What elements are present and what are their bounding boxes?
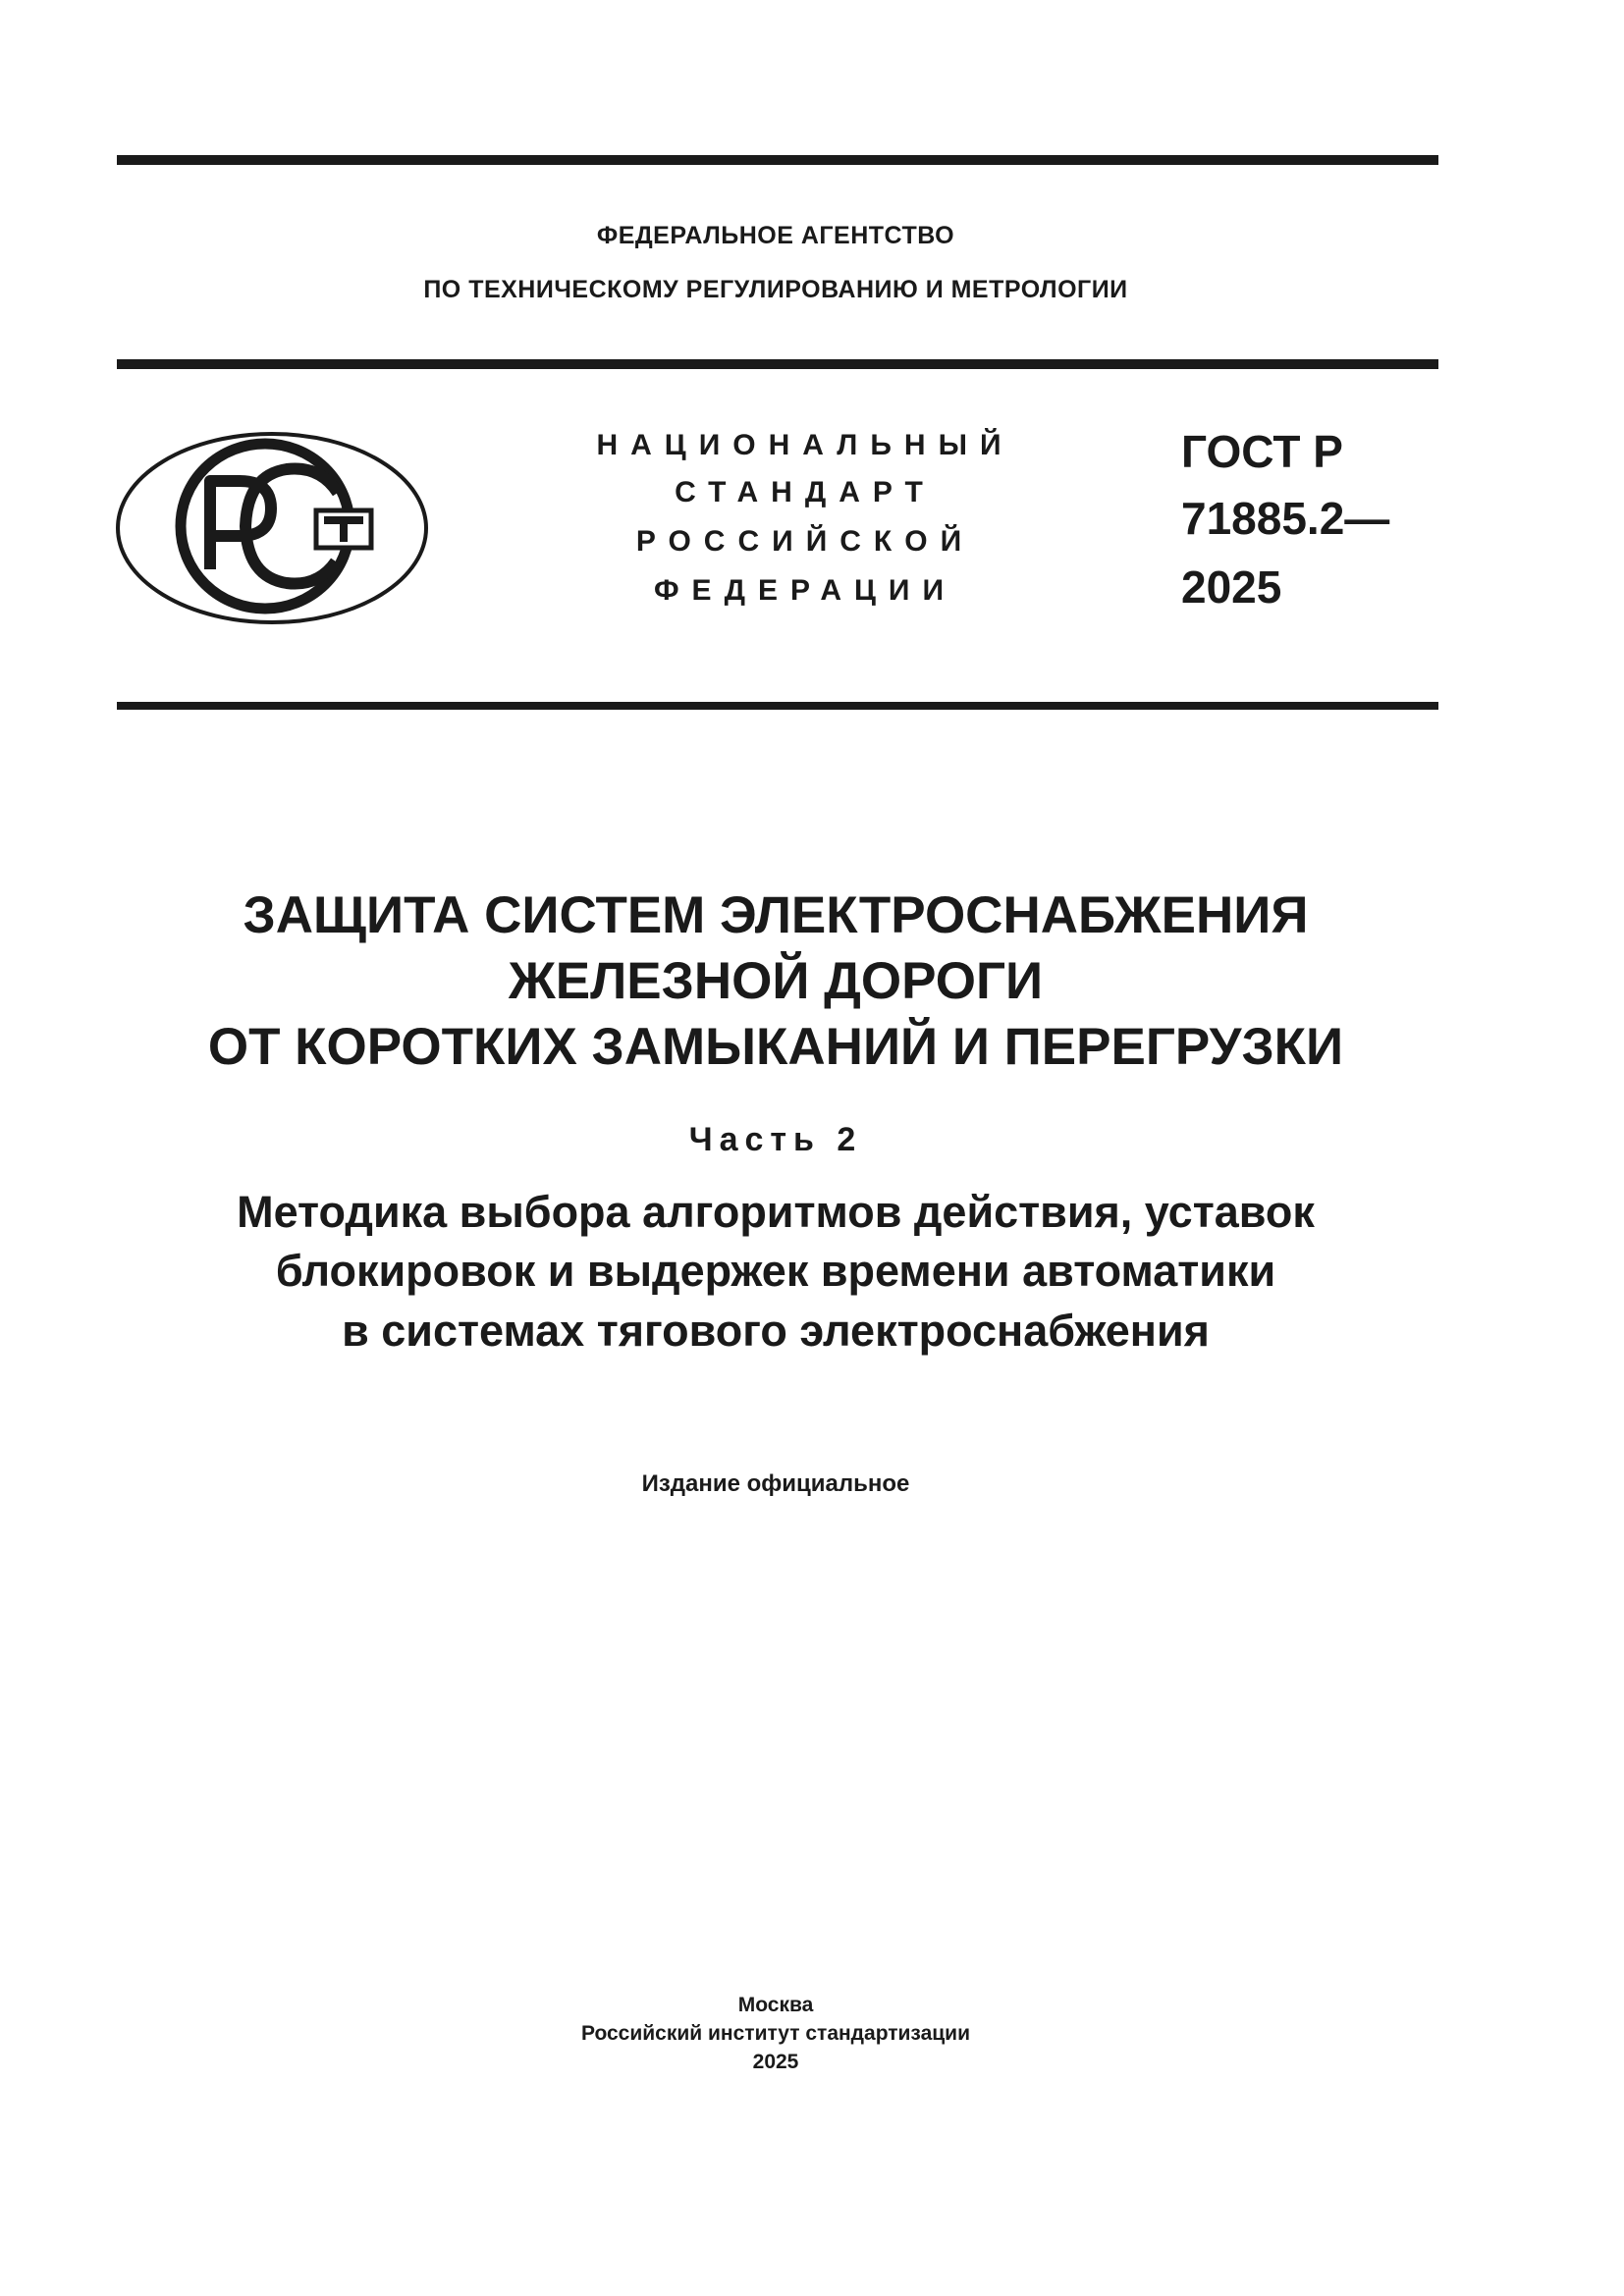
standard-designation-number: 71885.2— [1181, 493, 1390, 544]
standard-type-line-2: СТАНДАРТ [675, 476, 936, 508]
part-subtitle-line-3: в системах тягового электроснабжения [342, 1306, 1210, 1356]
bottom-rule [117, 702, 1438, 710]
agency-name-line-1: ФЕДЕРАЛЬНОЕ АГЕНТСТВО [596, 222, 955, 249]
standard-type-line-1: НАЦИОНАЛЬНЫЙ [596, 429, 1014, 461]
part-subtitle-line-2: блокировок и выдержек времени автоматики [275, 1246, 1276, 1296]
top-rule [117, 155, 1438, 165]
standard-designation-year: 2025 [1181, 561, 1282, 613]
standard-type-line-3: РОССИЙСКОЙ [635, 525, 975, 558]
part-label: Часть 2 [688, 1121, 863, 1158]
document-title-line-3: ОТ КОРОТКИХ ЗАМЫКАНИЙ И ПЕРЕГРУЗКИ [207, 1018, 1344, 1076]
gost-r-logo-icon [114, 430, 430, 626]
imprint-publisher: Российский институт стандартизации [580, 2022, 971, 2045]
imprint-year: 2025 [752, 2051, 799, 2073]
middle-rule [117, 359, 1438, 369]
document-title-line-2: ЖЕЛЕЗНОЙ ДОРОГИ [508, 952, 1044, 1010]
part-subtitle-line-1: Методика выбора алгоритмов действия, уставок [237, 1187, 1315, 1237]
document-title-line-1: ЗАЩИТА СИСТЕМ ЭЛЕКТРОСНАБЖЕНИЯ [243, 886, 1309, 944]
standard-type-line-4: ФЕДЕРАЦИИ [653, 574, 957, 607]
edition-note: Издание официальное [641, 1470, 910, 1497]
imprint-city: Москва [737, 1994, 814, 2016]
agency-name-line-2: ПО ТЕХНИЧЕСКОМУ РЕГУЛИРОВАНИЮ И МЕТРОЛОГИИ [423, 276, 1128, 303]
standard-designation-prefix: ГОСТ Р [1181, 426, 1343, 477]
